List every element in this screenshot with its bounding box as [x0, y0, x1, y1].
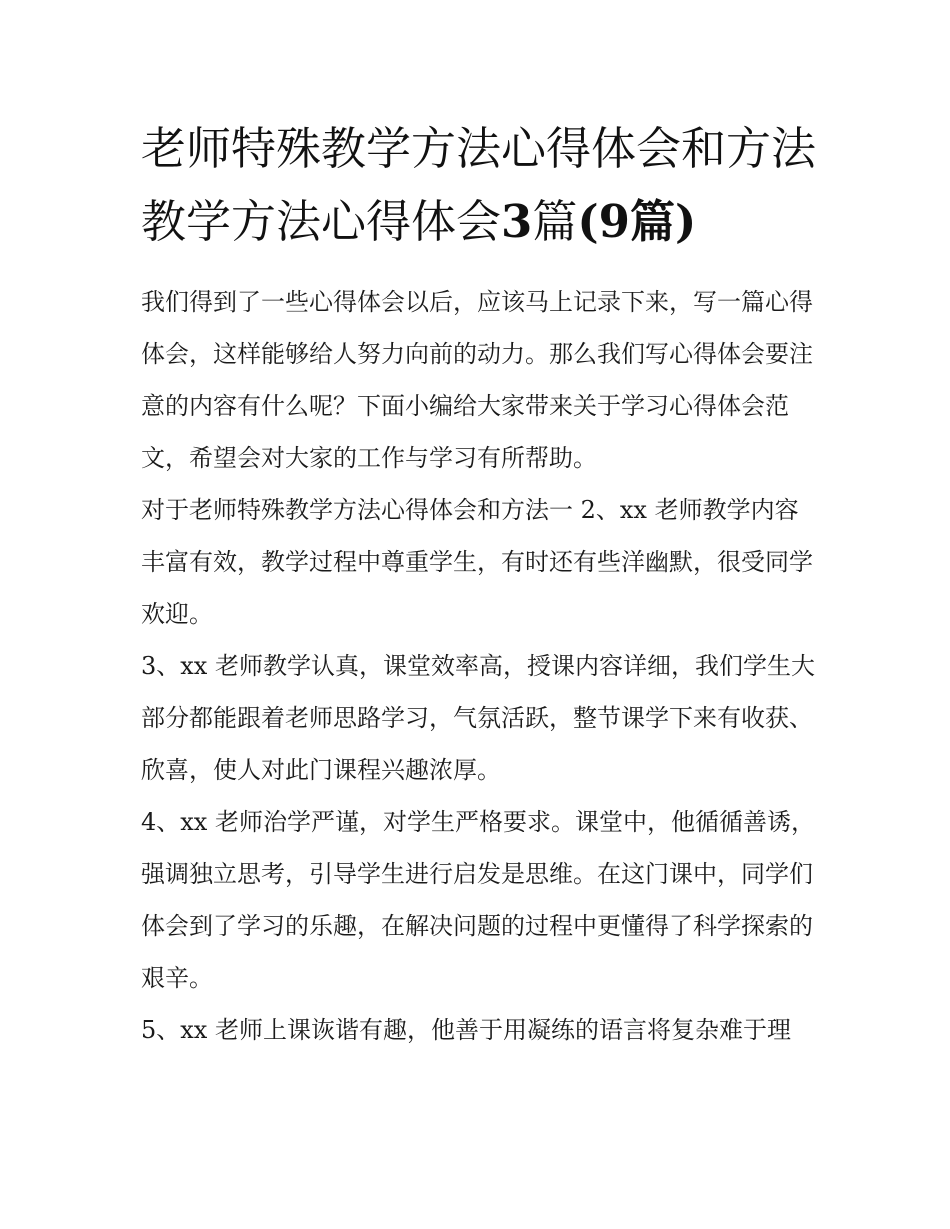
body-paragraph-5: 5、xx 老师上课诙谐有趣，他善于用凝练的语言将复杂难于理 — [141, 1016, 791, 1044]
document-title — [141, 112, 821, 258]
body-paragraph-4: 4、xx 老师治学严谨，对学生严格要求。课堂中，他循循善诱，强调独立思考，引导学生进行启发是思维。在这门课中，同学们体会到了学习的乐趣，在解决问题的过程中更懂得了科学探索的艰辛。 — [141, 808, 815, 992]
document-content — [141, 112, 821, 1056]
title-total: (9篇) — [577, 195, 697, 248]
title-count: 3 — [501, 195, 533, 248]
intro-paragraph: 我们得到了一些心得体会以后，应该马上记录下来，写一篇心得体会，这样能够给人努力向前的动力。那么我们写心得体会要注意的内容有什么呢？下面小编给大家带来关于学习心得体会范文，希望会对大家的工作与学习有所帮助。 — [141, 288, 813, 472]
document-body — [141, 276, 821, 1056]
body-paragraph-2: 对于老师特殊教学方法心得体会和方法一 2、xx 老师教学内容丰富有效，教学过程中尊重学生，有时还有些洋幽默，很受同学欢迎。 — [141, 496, 813, 628]
body-paragraph-3: 3、xx 老师教学认真，课堂效率高，授课内容详细，我们学生大部分都能跟着老师思路学习，气氛活跃，整节课学下来有收获、欣喜，使人对此门课程兴趣浓厚。 — [141, 652, 815, 784]
title-text: 老师特殊教学方法心得体会和方法 教学方法心得体会 — [141, 122, 817, 248]
title-unit: 篇 — [532, 195, 578, 248]
